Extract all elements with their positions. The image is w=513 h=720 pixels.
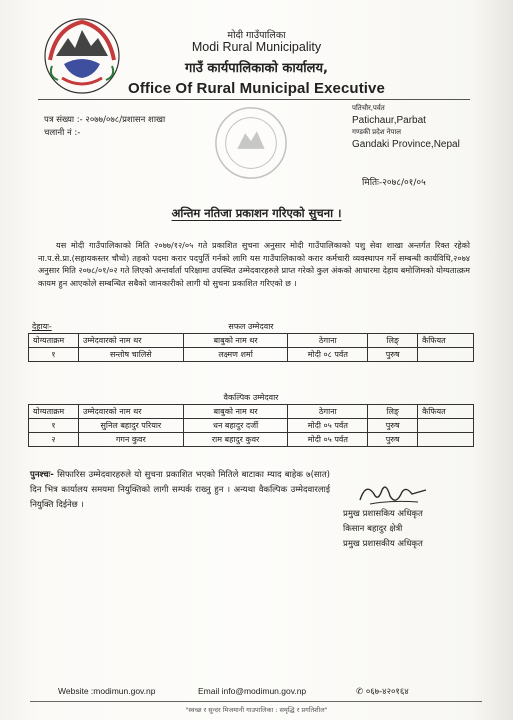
col-father: बाबुको नाम थर	[183, 405, 288, 419]
col-rank: योग्यताक्रम	[29, 334, 79, 348]
col-name: उम्मेदवारको नाम थर	[78, 334, 183, 348]
success-caption: सफल उम्मेदवार	[228, 322, 274, 331]
signer-name: किसान बहादुर क्षेत्री	[343, 524, 403, 534]
cell-address: मोदी ०८ पर्वत	[288, 348, 368, 362]
office-name-en-large: Office Of Rural Municipal Executive	[128, 80, 385, 97]
footer-email: Email info@modimun.gov.np	[198, 686, 307, 696]
cell-gender: पुरुष	[368, 433, 418, 447]
cell-remarks	[418, 348, 474, 362]
cell-name: सन्तोष चालिसे	[78, 348, 183, 362]
cell-father: धन बहादुर दर्जी	[183, 419, 288, 433]
signer-designation: प्रमुख प्रशासकीय अधिकृत	[343, 539, 423, 549]
office-name-np-small: मोदी गाउँपालिका	[227, 30, 286, 41]
col-rank: योग्यताक्रम	[29, 405, 79, 419]
office-seal-icon	[212, 104, 290, 182]
col-name: उम्मेदवारको नाम थर	[78, 405, 183, 419]
signer-title: प्रमुख प्रशासकिय अधिकृत	[343, 509, 423, 519]
alternate-table	[28, 404, 474, 447]
table-row	[29, 419, 474, 433]
col-address: ठेगाना	[288, 405, 368, 419]
table-row	[29, 433, 474, 447]
address-block	[352, 103, 460, 151]
success-table	[28, 333, 474, 362]
cell-father: राम बहादुर कुवर	[183, 433, 288, 447]
cell-rank: २	[29, 433, 79, 447]
notice-heading: अन्तिम नतिजा प्रकाशन गरिएको सुचना ।	[171, 206, 342, 220]
notice-text: सिफारिस उम्मेदवारहरुले यो सुचना प्रकाशित भएको मितिले बाटाका म्याद बाहेक ७(सात) दिन भित्र कार्यालय समयमा नियुक्तिको लागी सम्पर्क राख्नु हुन । अन्यथा वैकल्पिक उम्मेदवारलाई नियुक्ति दिईनेछ ।	[30, 470, 331, 510]
col-gender: लिङ्	[368, 334, 418, 348]
col-remarks: कैफियत	[418, 405, 474, 419]
notice-postscript	[30, 468, 330, 513]
address-np-2: गण्डकी प्रदेश नेपाल	[352, 129, 401, 136]
alternate-caption: वैकल्पिक उम्मेदवार	[223, 393, 279, 402]
office-name-en-small: Modi Rural Municipality	[191, 40, 322, 54]
table-row	[29, 348, 474, 362]
cell-gender: पुरुष	[368, 348, 418, 362]
document-date: मितिः-२०७८/०१/०५	[362, 178, 426, 188]
cell-rank: १	[29, 348, 79, 362]
alternate-section	[28, 392, 474, 447]
reference-block	[44, 114, 165, 140]
col-address: ठेगाना	[288, 334, 368, 348]
notice-label: पुनश्चः-	[30, 470, 54, 480]
header-divider	[38, 99, 470, 100]
col-gender: लिङ्	[368, 405, 418, 419]
success-section	[28, 321, 474, 362]
cell-gender: पुरुष	[368, 419, 418, 433]
table-header-row	[29, 334, 474, 348]
cell-rank: १	[29, 419, 79, 433]
notice-body: यस मोदी गाउँपालिकाको मिति २०७७/१२/०५ गते प्रकाशित सुचना अनुसार मोदी गाउँपालिकाको पशु सेवा शाखा अन्तर्गत रिक्त रहेको ना.प.से.प्रा.(सहायकस्तर चौथो) तहको पदमा करार पदपुर्ति गर्नको लागि यस गाउँपालिकाको करार कर्मचारी व्यवस्थापन गर्ने सम्बन्धी कार्यविधि,२०७४ अनुसार मिति २०७८/०१/०२ गते लिएको अन्तर्वार्ता परिक्षामा उपस्थित उम्मेदवारहरुले प्राप्त गरेको कुल अंकको आधारमा देहाय बमोजिमको योग्यतात्क्रम कायम हुन आएकोले सम्बन्धित सबैको जानकारीको लागी यो सुचना प्रकाशित गरिएको छ ।	[38, 240, 470, 288]
footer-website: Website :modimun.gov.np	[58, 686, 156, 696]
cell-address: मोदी ०५ पर्वत	[288, 433, 368, 447]
footer-slogan: "स्वच्छ र सुन्दर मिजमानी गाउपालिका : समृद्धि र प्रगतिशील"	[185, 706, 328, 714]
footer-divider	[30, 701, 482, 702]
cell-father: लक्ष्मण शर्मा	[183, 348, 288, 362]
address-en-2: Gandaki Province,Nepal	[352, 139, 460, 150]
patra-sankhya: पत्र संख्या :- २०७७/०७८/प्रशासन शाखा	[44, 115, 166, 125]
cell-name: सुनिल बहादुर परियार	[78, 419, 183, 433]
chalani-number: चलानी नं :-	[44, 128, 81, 138]
cell-name: गगन कुवर	[78, 433, 183, 447]
table-header-row	[29, 405, 474, 419]
dehaya-label: देहायः-	[32, 322, 52, 331]
address-np-1: पतिचौर,पर्वत	[352, 105, 385, 112]
cell-remarks	[418, 419, 474, 433]
footer-phone: ✆ ०६७-४२०१६४	[356, 687, 409, 697]
address-en-1: Patichaur,Parbat	[352, 115, 426, 126]
signature-block	[343, 507, 423, 552]
office-name-np-large: गाउँ कार्यपालिकाको कार्यालय,	[185, 61, 328, 76]
col-remarks: कैफियत	[418, 334, 474, 348]
cell-remarks	[418, 433, 474, 447]
col-father: बाबुको नाम थर	[183, 334, 288, 348]
cell-address: मोदी ०५ पर्वत	[288, 419, 368, 433]
